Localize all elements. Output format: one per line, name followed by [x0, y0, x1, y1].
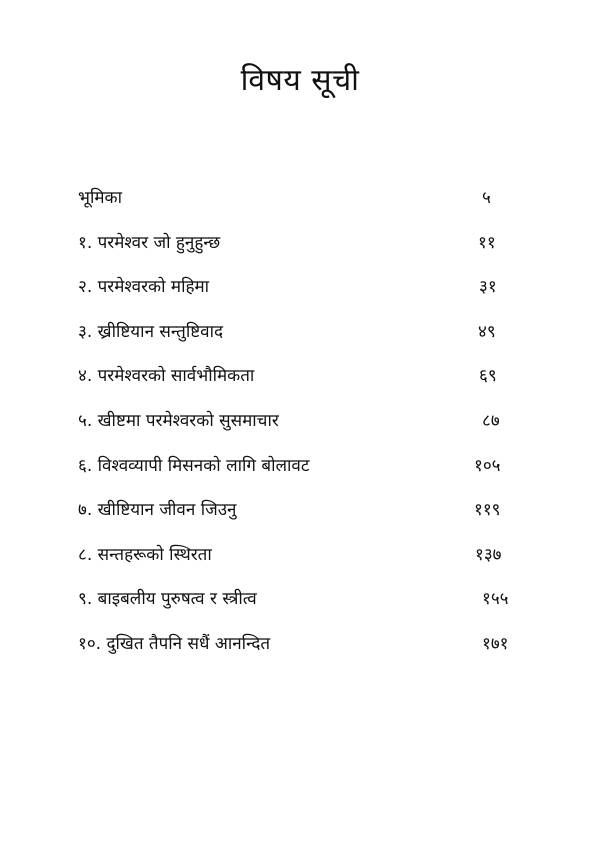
toc-entry-label: २. परमेश्वरको महिमा — [78, 277, 210, 298]
toc-entry-label: ४. परमेश्वरको सार्वभौमिकता — [78, 366, 255, 387]
toc-entry — [78, 320, 518, 365]
toc-entry-label: १. परमेश्वर जो हुनुहुन्छ — [78, 232, 221, 253]
toc-entry — [78, 454, 518, 499]
toc-entry — [78, 275, 518, 320]
toc-entry-page: ४९ — [478, 321, 496, 342]
toc-entry — [78, 587, 518, 632]
toc-entry-label: ६. विश्वव्यापी मिसनको लागि बोलावट — [78, 455, 310, 476]
toc-entry-page: १३७ — [475, 544, 502, 565]
toc-entry-page: ३१ — [479, 277, 497, 298]
toc-entry-page: ११ — [478, 232, 496, 253]
table-of-contents — [78, 186, 518, 677]
toc-entry — [78, 231, 518, 276]
toc-entry-label: ९. बाइबलीय पुरुषत्व र स्त्रीत्व — [78, 589, 257, 610]
toc-entry-page: ५ — [482, 188, 491, 208]
toc-entry-page: १७१ — [482, 633, 509, 654]
toc-entry-page: ८७ — [482, 410, 500, 431]
toc-entry — [78, 543, 518, 588]
toc-entry-label: १०. दुखित तैपनि सधैं आनन्दित — [78, 633, 271, 654]
toc-entry-label: ८. सन्तहरूको स्थिरता — [78, 544, 212, 565]
toc-entry — [78, 364, 518, 409]
toc-entry — [78, 186, 518, 231]
toc-entry-label: ७. खीष्टियान जीवन जिउनु — [78, 500, 237, 521]
toc-entry-page: ६९ — [479, 366, 497, 387]
toc-entry — [78, 498, 518, 543]
toc-entry — [78, 409, 518, 454]
toc-entry-label: ५. खीष्टमा परमेश्वरको सुसमाचार — [78, 410, 279, 431]
toc-entry-page: १५५ — [482, 589, 509, 610]
toc-entry-label: ३. ख्रीष्टियान सन्तुष्टिवाद — [78, 321, 224, 342]
toc-entry — [78, 632, 518, 677]
toc-entry-label: भूमिका — [78, 188, 122, 208]
page-title: विषय सूची — [240, 63, 360, 98]
toc-entry-page: १०५ — [474, 455, 501, 476]
toc-entry-page: ११९ — [474, 500, 501, 521]
